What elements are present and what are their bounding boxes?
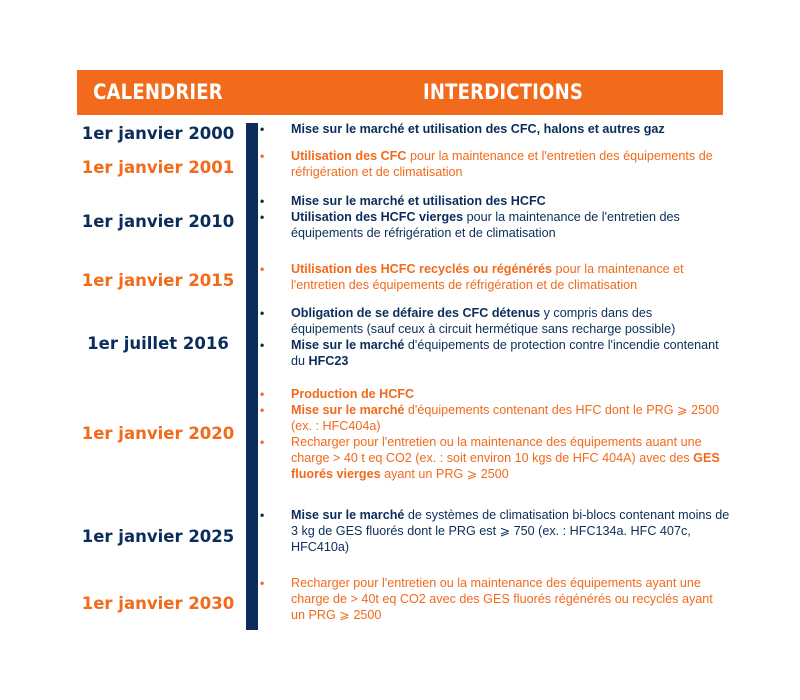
item-text: y compris dans des équipements (sauf ceux à circuit hermétique sans recharge possible) (291, 306, 676, 336)
list-item (260, 306, 723, 338)
date-2000: 1er janvier 2000 (81, 124, 235, 143)
date-2020: 1er janvier 2020 (81, 424, 235, 443)
bullet-icon: • (260, 149, 265, 163)
header-calendar: CALENDRIER (93, 80, 223, 104)
item-bold: Utilisation des HCFC recyclés ou régénérés (291, 262, 553, 276)
item-bold: Obligation de se défaire des CFC détenus (291, 306, 541, 320)
bullet-icon: • (260, 576, 265, 590)
list-item (260, 338, 723, 370)
list-item (260, 122, 723, 138)
item-text: pour la maintenance et l'entretien des équipements de réfrigération et de climatisation (291, 262, 684, 292)
header-bans: INTERDICTIONS (422, 80, 584, 104)
item-bold-end: HFC23 (308, 353, 349, 368)
date-2010: 1er janvier 2010 (81, 212, 235, 231)
item-text-end: ayant un PRG ⩾ 2500 (380, 466, 509, 481)
item-bold: Mise sur le marché (291, 508, 405, 522)
item-text: d'équipements contenant des HFC dont le PRG ⩾ 2500 (ex. : HFC404a) (291, 403, 720, 433)
bullet-icon: • (260, 122, 265, 136)
bullet-icon: • (260, 508, 265, 522)
bullet-icon: • (260, 387, 265, 401)
item-bold: Utilisation des CFC (291, 149, 407, 163)
bullet-icon: • (260, 306, 265, 320)
list-item (260, 262, 723, 294)
item-bold: Mise sur le marché (291, 403, 405, 417)
item-text: Recharger pour l'entretien ou la maintenance des équipements auant une charge > 40 t eq CO2 (ex. : soit environ 10 kgs de HFC 404A) avec des (291, 435, 702, 465)
item-bold-mid: GES fluorés vierges (291, 450, 720, 481)
item-bold: Mise sur le marché et utilisation des HCFC (291, 194, 546, 208)
list-item (260, 149, 723, 181)
date-2030: 1er janvier 2030 (81, 594, 235, 613)
item-text: Recharger pour l'entretien ou la maintenance des équipements ayant une charge de > 40t eq CO2 avec des GES fluorés régénérés ou recyclés ayant un PRG ⩾ 2500 (291, 576, 713, 622)
table-header (77, 70, 723, 115)
bullet-icon: • (260, 435, 265, 449)
list-item (260, 435, 723, 482)
item-text: d'équipements de protection contre l'incendie contenant du (291, 338, 719, 368)
item-text: pour la maintenance et l'entretien des équipements de réfrigération et de climatisation (291, 149, 713, 179)
item-bold: Production de HCFC (291, 387, 415, 401)
list-item (260, 194, 723, 210)
date-2015: 1er janvier 2015 (81, 271, 235, 290)
item-bold: Utilisation des HCFC vierges (291, 210, 464, 224)
date-2001: 1er janvier 2001 (81, 158, 235, 177)
bullet-icon: • (260, 262, 265, 276)
list-item (260, 403, 723, 435)
item-bold: Mise sur le marché (291, 338, 405, 352)
date-2016: 1er juillet 2016 (87, 334, 229, 353)
item-bold: Mise sur le marché et utilisation des CFC, halons et autres gaz (291, 122, 665, 136)
bullet-icon: • (260, 338, 265, 352)
date-2025: 1er janvier 2025 (81, 527, 235, 546)
bullet-icon: • (260, 194, 265, 208)
list-item (260, 508, 733, 555)
item-text: de systèmes de climatisation bi-blocs contenant moins de 3 kg de GES fluorés dont le PRG est ⩾ 750 (ex. : HFC134a. HFC 407c, HFC410a) (291, 508, 730, 554)
list-item (260, 210, 723, 242)
item-text: pour la maintenance de l'entretien des équipements de réfrigération et de climatisation (291, 210, 680, 240)
timeline-bar (246, 123, 258, 630)
list-item (260, 576, 723, 623)
bullet-icon: • (260, 403, 265, 417)
list-item (260, 387, 723, 403)
bullet-icon: • (260, 210, 265, 224)
